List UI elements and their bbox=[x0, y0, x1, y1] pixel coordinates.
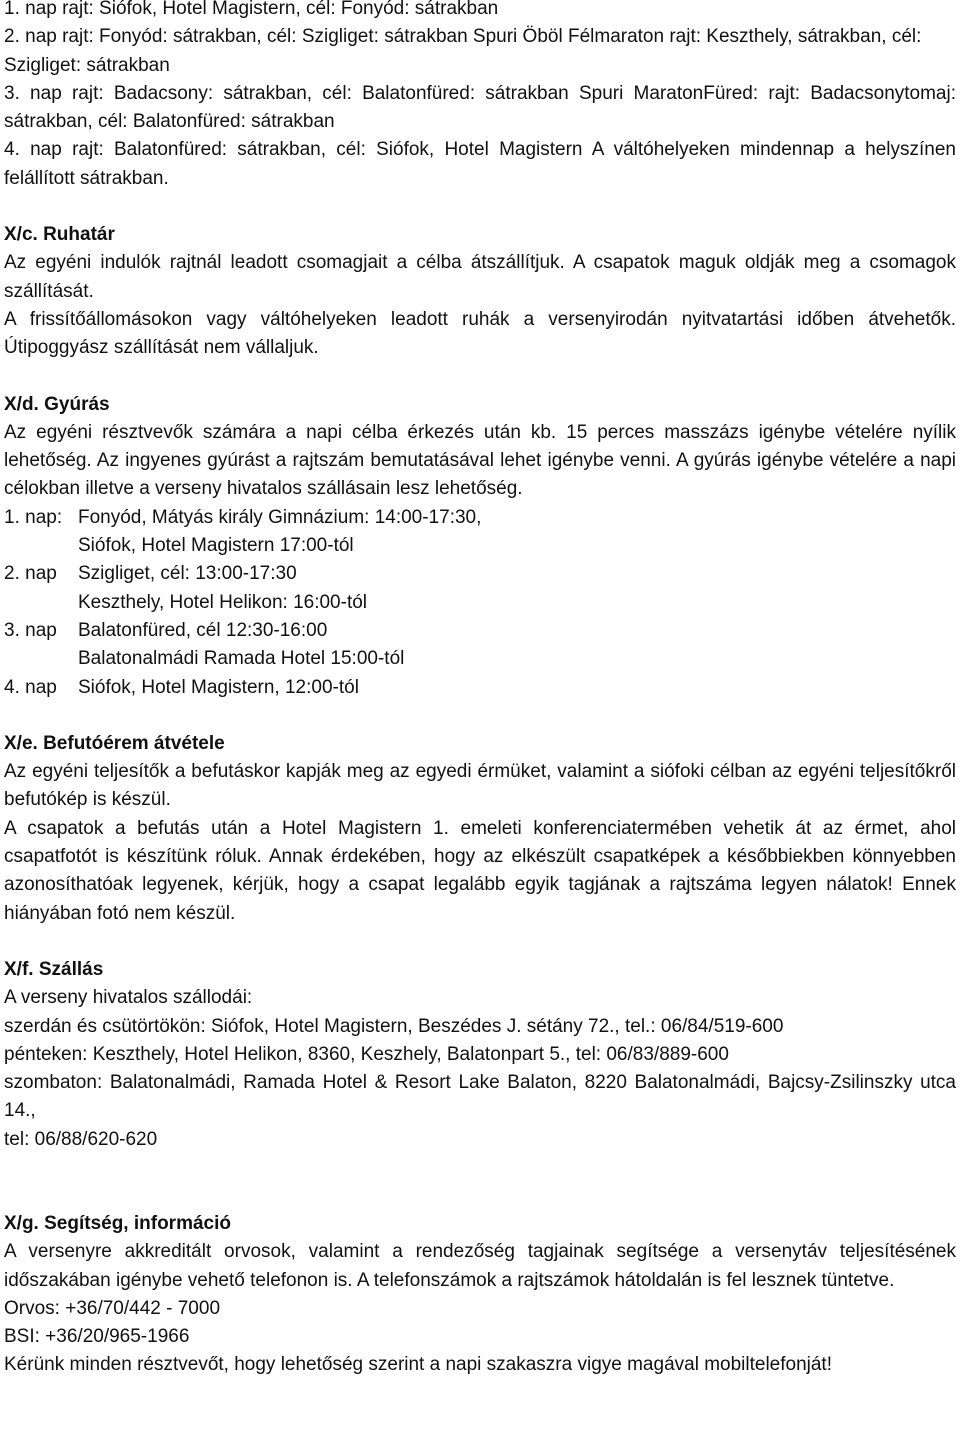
hotel-line: pénteken: Keszthely, Hotel Helikon, 8360, Keszhely, Balatonpart 5., tel: 06/83/889-600 bbox=[4, 1043, 729, 1065]
schedule-day-label: 1. nap: bbox=[4, 506, 63, 528]
bsi-phone: BSI: +36/20/965-1966 bbox=[4, 1326, 190, 1348]
day-2-route: 2. nap rajt: Fonyód: sátrakban, cél: Szigliget: sátrakban Spuri Öböl Félmaraton rajt: Keszthely, sátrakban, cél: bbox=[4, 26, 922, 48]
schedule-day-label: 3. nap bbox=[4, 619, 57, 641]
schedule-entry: Keszthely, Hotel Helikon: 16:00-tól bbox=[78, 591, 368, 613]
doctor-phone: Orvos: +36/70/442 - 7000 bbox=[4, 1297, 221, 1319]
schedule-day-label: 4. nap bbox=[4, 676, 57, 698]
schedule-entry: Balatonalmádi Ramada Hotel 15:00-tól bbox=[78, 648, 405, 670]
hotel-line: szerdán és csütörtökön: Siófok, Hotel Magistern, Beszédes J. sétány 72., tel.: 06/84/519-600 bbox=[4, 1015, 784, 1037]
hotels-intro: A verseny hivatalos szállodái: bbox=[4, 987, 253, 1009]
paragraph: Az egyéni indulók rajtnál leadott csomagjait a célba átszállítjuk. A csapatok maguk oldják meg a csomagok szállítását. bbox=[4, 252, 956, 302]
massage-schedule bbox=[4, 504, 956, 702]
paragraph: A versenyre akkreditált orvosok, valamint a rendezőség tagjainak segítsége a versenytáv teljesítésének időszakában igénybe vehető telefonon is. A telefonszámok a rajtszámok hátoldalán is fel lesznek tüntetve. bbox=[4, 1241, 956, 1291]
schedule-entry: Fonyód, Mátyás király Gimnázium: 14:00-17:30, bbox=[78, 506, 482, 528]
closing-note: Kérünk minden résztvevőt, hogy lehetőség szerint a napi szakaszra vigye magával mobiltelefonját! bbox=[4, 1354, 832, 1376]
day-3-route: 3. nap rajt: Badacsony: sátrakban, cél: Balatonfüred: sátrakban Spuri MaratonFüred: rajt: Badacsonytomaj: sátrakban, cél: Balatonfüred: sátrakban bbox=[4, 82, 956, 133]
section-heading: X/e. Befutóérem átvétele bbox=[4, 732, 225, 754]
paragraph: A frissítőállomásokon vagy váltóhelyeken leadott ruhák a versenyirodán nyitvatartási időben átvehetők. Útipoggyász szállítását nem vállaljuk. bbox=[4, 308, 956, 359]
section-gyuras bbox=[4, 391, 956, 702]
hotel-phone: tel: 06/88/620-620 bbox=[4, 1128, 158, 1150]
document-page bbox=[4, 0, 956, 1380]
paragraph: Az egyéni teljesítők a befutáskor kapják meg az egyedi érmüket, valamint a siófoki célban az egyéni teljesítőkről befutókép is készül. bbox=[4, 761, 956, 811]
paragraph: A csapatok a befutás után a Hotel Magistern 1. emeleti konferenciatermében vehetik át az érmet, ahol csapatfotót is készítünk róluk. Annak érdekében, hogy az elkészült csapatképek a későbbiekben könnyebben azonosíthatóak legyenek, kérjük, hogy a csapat legalább egyik tagjának a rajtszáma legyen nálatok! Ennek hiányában fotó nem készül. bbox=[4, 817, 956, 924]
day-1-route: 1. nap rajt: Siófok, Hotel Magistern, cél: Fonyód: sátrakban bbox=[4, 0, 499, 19]
day-4-route: 4. nap rajt: Balatonfüred: sátrakban, cél: Siófok, Hotel Magistern A váltóhelyeken mindennap a helyszínen felállított sátrakban. bbox=[4, 139, 956, 189]
section-befutoerem bbox=[4, 730, 956, 928]
hotel-line: szombaton: Balatonalmádi, Ramada Hotel & Resort Lake Balaton, 8220 Balatonalmádi, Bajcsy-Zsilinszky utca 14., bbox=[4, 1072, 956, 1122]
section-heading: X/f. Szállás bbox=[4, 958, 104, 980]
schedule-entry: Szigliget, cél: 13:00-17:30 bbox=[78, 563, 297, 585]
section-heading: X/g. Segítség, információ bbox=[4, 1212, 231, 1234]
section-heading: X/c. Ruhatár bbox=[4, 224, 115, 246]
paragraph: Az egyéni résztvevők számára a napi célba érkezés után kb. 15 perces masszázs igénybe vételére nyílik lehetőség. Az ingyenes gyúrást a rajtszám bemutatásával lehet igénybe venni. A gyúrás igénybe vételére a napi célokban illetve a verseny hivatalos szállásain lesz lehetőség. bbox=[4, 421, 956, 500]
day-2-route-cont: Szigliget: sátrakban bbox=[4, 54, 170, 76]
schedule-day-label: 2. nap bbox=[4, 563, 57, 585]
section-ruhatar bbox=[4, 221, 956, 362]
schedule-entry: Siófok, Hotel Magistern 17:00-tól bbox=[78, 535, 354, 557]
schedule-entry: Siófok, Hotel Magistern, 12:00-tól bbox=[78, 676, 359, 698]
schedule-entry: Balatonfüred, cél 12:30-16:00 bbox=[78, 619, 328, 641]
section-szallas bbox=[4, 956, 956, 1154]
section-segitseg bbox=[4, 1210, 956, 1380]
section-heading: X/d. Gyúrás bbox=[4, 393, 110, 415]
